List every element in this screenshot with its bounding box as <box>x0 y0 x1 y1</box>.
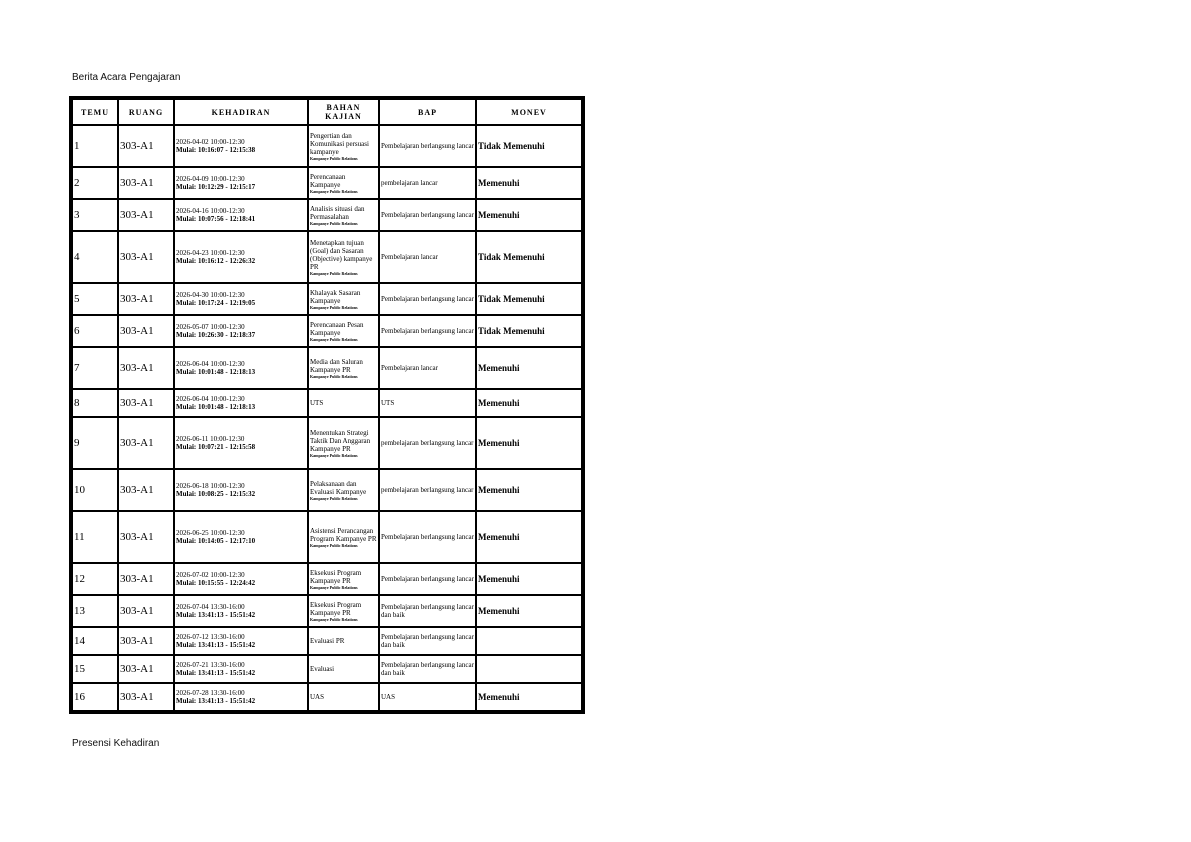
bahan-kajian-text: Eksekusi Program Kampanye PR <box>310 568 362 585</box>
mulai-text: Mulai: 10:08:25 - 12:15:32 <box>176 490 256 498</box>
ruang-cell: 303-A1 <box>119 418 173 468</box>
mata-kuliah-text: Kampanye Public Relations <box>310 304 358 310</box>
mata-kuliah-text: Kampanye Public Relations <box>310 270 358 276</box>
mulai-text: Mulai: 13:41:13 - 15:51:42 <box>176 611 256 619</box>
bahan-kajian-text: Menentukan Strategi Taktik Dan Anggaran Kampanye PR <box>310 428 371 453</box>
mata-kuliah-text: Kampanye Public Relations <box>310 584 358 590</box>
bahan-kajian-cell <box>309 284 378 314</box>
bahan-kajian-text: Evaluasi PR <box>310 637 345 645</box>
bahan-kajian-text: Menetapkan tujuan (Goal) dan Sasaran (Objective) kampanye PR <box>310 238 373 271</box>
bap-cell: Pembelajaran berlangsung lancar <box>380 126 475 166</box>
ruang-cell: 303-A1 <box>119 684 173 710</box>
temu-cell: 12 <box>73 564 117 594</box>
monev-cell <box>477 656 581 682</box>
bap-cell: UTS <box>380 390 475 416</box>
table-row <box>73 418 581 468</box>
header-temu: TEMU <box>73 100 117 124</box>
table-row <box>73 348 581 388</box>
bahan-kajian-text: Perencanaan Kampanye <box>310 172 346 189</box>
bahan-kajian-text: Pelaksanaan dan Evaluasi Kampanye <box>310 479 367 496</box>
kehadiran-cell <box>175 284 307 314</box>
bahan-kajian-text: Media dan Saluran Kampanye PR <box>310 357 363 374</box>
jadwal-text: 2026-07-02 10:00-12:30 <box>176 571 245 579</box>
ruang-cell: 303-A1 <box>119 200 173 230</box>
jadwal-text: 2026-05-07 10:00-12:30 <box>176 323 245 331</box>
mulai-text: Mulai: 10:16:12 - 12:26:32 <box>176 257 256 265</box>
jadwal-text: 2026-07-04 13:30-16:00 <box>176 603 245 611</box>
monev-cell: Memenuhi <box>477 168 581 198</box>
bahan-kajian-cell <box>309 564 378 594</box>
ruang-cell: 303-A1 <box>119 126 173 166</box>
bahan-kajian-cell <box>309 470 378 510</box>
kehadiran-cell <box>175 168 307 198</box>
bahan-kajian-text: Evaluasi <box>310 665 335 673</box>
kehadiran-cell <box>175 470 307 510</box>
monev-cell: Memenuhi <box>477 512 581 562</box>
temu-cell: 10 <box>73 470 117 510</box>
mata-kuliah-text: Kampanye Public Relations <box>310 373 358 379</box>
bap-cell: Pembelajaran berlangsung lancar <box>380 200 475 230</box>
mulai-text: Mulai: 10:14:05 - 12:17:10 <box>176 537 256 545</box>
monev-cell: Tidak Memenuhi <box>477 316 581 346</box>
jadwal-text: 2026-04-16 10:00-12:30 <box>176 207 245 215</box>
kehadiran-cell <box>175 232 307 282</box>
header-kehadiran: KEHADIRAN <box>175 100 307 124</box>
temu-cell: 11 <box>73 512 117 562</box>
table-row <box>73 656 581 682</box>
monev-cell: Tidak Memenuhi <box>477 232 581 282</box>
monev-cell: Memenuhi <box>477 470 581 510</box>
bap-cell: Pembelajaran lancar <box>380 232 475 282</box>
mulai-text: Mulai: 10:07:21 - 12:15:58 <box>176 443 256 451</box>
jadwal-text: 2026-06-25 10:00-12:30 <box>176 529 245 537</box>
kehadiran-cell <box>175 348 307 388</box>
table-row <box>73 316 581 346</box>
monev-cell: Memenuhi <box>477 200 581 230</box>
table-row <box>73 470 581 510</box>
jadwal-text: 2026-04-09 10:00-12:30 <box>176 175 245 183</box>
temu-cell: 2 <box>73 168 117 198</box>
monev-cell: Memenuhi <box>477 684 581 710</box>
temu-cell: 4 <box>73 232 117 282</box>
ruang-cell: 303-A1 <box>119 512 173 562</box>
bahan-kajian-text: Eksekusi Program Kampanye PR <box>310 600 362 617</box>
header-monev: MONEV <box>477 100 581 124</box>
mata-kuliah-text: Kampanye Public Relations <box>310 155 358 161</box>
bap-cell: pembelajaran berlangsung lancar <box>380 470 475 510</box>
header-bahan-kajian: BAHAN KAJIAN <box>309 100 378 124</box>
bap-cell: Pembelajaran berlangsung lancar <box>380 316 475 346</box>
ruang-cell: 303-A1 <box>119 316 173 346</box>
mata-kuliah-text: Kampanye Public Relations <box>310 542 358 548</box>
mata-kuliah-text: Kampanye Public Relations <box>310 336 358 342</box>
mulai-text: Mulai: 10:26:30 - 12:18:37 <box>176 331 256 339</box>
ruang-cell: 303-A1 <box>119 628 173 654</box>
table-row <box>73 628 581 654</box>
mulai-text: Mulai: 13:41:13 - 15:51:42 <box>176 669 256 677</box>
mata-kuliah-text: Kampanye Public Relations <box>310 616 358 622</box>
monev-cell: Memenuhi <box>477 418 581 468</box>
bahan-kajian-cell <box>309 418 378 468</box>
table-row <box>73 200 581 230</box>
ruang-cell: 303-A1 <box>119 390 173 416</box>
ruang-cell: 303-A1 <box>119 168 173 198</box>
ruang-cell: 303-A1 <box>119 348 173 388</box>
ruang-cell: 303-A1 <box>119 232 173 282</box>
bahan-kajian-cell <box>309 628 378 654</box>
temu-cell: 13 <box>73 596 117 626</box>
table-row <box>73 512 581 562</box>
temu-cell: 16 <box>73 684 117 710</box>
bap-cell: Pembelajaran berlangsung lancar <box>380 284 475 314</box>
monev-cell: Memenuhi <box>477 348 581 388</box>
mulai-text: Mulai: 10:16:07 - 12:15:38 <box>176 146 256 154</box>
temu-cell: 15 <box>73 656 117 682</box>
temu-cell: 5 <box>73 284 117 314</box>
table-row <box>73 232 581 282</box>
temu-cell: 7 <box>73 348 117 388</box>
kehadiran-cell <box>175 596 307 626</box>
bahan-kajian-text: UTS <box>310 399 324 407</box>
bap-cell: Pembelajaran berlangsung lancar dan baik <box>380 596 475 626</box>
jadwal-text: 2026-06-04 10:00-12:30 <box>176 395 245 403</box>
bap-cell: pembelajaran berlangsung lancar <box>380 418 475 468</box>
monev-cell: Tidak Memenuhi <box>477 126 581 166</box>
jadwal-text: 2026-06-04 10:00-12:30 <box>176 360 245 368</box>
bahan-kajian-cell <box>309 232 378 282</box>
header-bap: BAP <box>380 100 475 124</box>
mulai-text: Mulai: 10:01:48 - 12:18:13 <box>176 403 256 411</box>
temu-cell: 3 <box>73 200 117 230</box>
temu-cell: 9 <box>73 418 117 468</box>
ruang-cell: 303-A1 <box>119 656 173 682</box>
table-row <box>73 168 581 198</box>
temu-cell: 1 <box>73 126 117 166</box>
temu-cell: 14 <box>73 628 117 654</box>
monev-cell <box>477 628 581 654</box>
bap-cell: Pembelajaran berlangsung lancar dan baik <box>380 656 475 682</box>
mulai-text: Mulai: 10:01:48 - 12:18:13 <box>176 368 256 376</box>
kehadiran-cell <box>175 390 307 416</box>
ruang-cell: 303-A1 <box>119 596 173 626</box>
bahan-kajian-text: Khalayak Sasaran Kampanye <box>310 288 361 305</box>
mulai-text: Mulai: 13:41:13 - 15:51:42 <box>176 641 256 649</box>
bahan-kajian-cell <box>309 168 378 198</box>
kehadiran-cell <box>175 316 307 346</box>
table-row <box>73 564 581 594</box>
bahan-kajian-text: Perencanaan Pesan Kampanye <box>310 320 364 337</box>
monev-cell: Memenuhi <box>477 596 581 626</box>
bahan-kajian-cell <box>309 390 378 416</box>
jadwal-text: 2026-04-30 10:00-12:30 <box>176 291 245 299</box>
jadwal-text: 2026-07-28 13:30-16:00 <box>176 689 245 697</box>
bahan-kajian-cell <box>309 656 378 682</box>
kehadiran-cell <box>175 512 307 562</box>
bahan-kajian-cell <box>309 512 378 562</box>
jadwal-text: 2026-04-23 10:00-12:30 <box>176 249 245 257</box>
bap-cell: Pembelajaran lancar <box>380 348 475 388</box>
bahan-kajian-text: Pengertian dan Komunikasi persuasi kampanye <box>310 131 369 156</box>
mulai-text: Mulai: 13:41:13 - 15:51:42 <box>176 697 256 705</box>
mulai-text: Mulai: 10:12:29 - 12:15:17 <box>176 183 256 191</box>
table-header-row <box>73 100 581 124</box>
kehadiran-cell <box>175 564 307 594</box>
kehadiran-cell <box>175 628 307 654</box>
bap-cell: Pembelajaran berlangsung lancar dan baik <box>380 628 475 654</box>
kehadiran-cell <box>175 200 307 230</box>
table-row <box>73 684 581 710</box>
monev-cell: Memenuhi <box>477 390 581 416</box>
mata-kuliah-text: Kampanye Public Relations <box>310 188 358 194</box>
bahan-kajian-text: UAS <box>310 693 325 701</box>
mata-kuliah-text: Kampanye Public Relations <box>310 495 358 501</box>
mulai-text: Mulai: 10:07:56 - 12:18:41 <box>176 215 256 223</box>
monev-cell: Tidak Memenuhi <box>477 284 581 314</box>
temu-cell: 6 <box>73 316 117 346</box>
jadwal-text: 2026-06-18 10:00-12:30 <box>176 482 245 490</box>
mata-kuliah-text: Kampanye Public Relations <box>310 220 358 226</box>
bahan-kajian-text: Asistensi Perancangan Program Kampanye PR <box>310 526 377 543</box>
jadwal-text: 2026-07-12 13:30-16:00 <box>176 633 245 641</box>
bap-cell: Pembelajaran berlangsung lancar <box>380 564 475 594</box>
page-heading: Berita Acara Pengajaran <box>72 72 181 83</box>
bahan-kajian-cell <box>309 126 378 166</box>
bahan-kajian-cell <box>309 348 378 388</box>
header-ruang: RUANG <box>119 100 173 124</box>
bahan-kajian-cell <box>309 316 378 346</box>
ruang-cell: 303-A1 <box>119 284 173 314</box>
kehadiran-cell <box>175 684 307 710</box>
section-heading: Presensi Kehadiran <box>72 738 160 749</box>
mata-kuliah-text: Kampanye Public Relations <box>310 452 358 458</box>
ruang-cell: 303-A1 <box>119 470 173 510</box>
jadwal-text: 2026-07-21 13:30-16:00 <box>176 661 245 669</box>
teaching-record-table <box>69 96 585 714</box>
bap-cell: pembelajaran lancar <box>380 168 475 198</box>
mulai-text: Mulai: 10:15:55 - 12:24:42 <box>176 579 256 587</box>
temu-cell: 8 <box>73 390 117 416</box>
kehadiran-cell <box>175 126 307 166</box>
table-row <box>73 126 581 166</box>
bahan-kajian-cell <box>309 200 378 230</box>
kehadiran-cell <box>175 656 307 682</box>
bahan-kajian-cell <box>309 596 378 626</box>
jadwal-text: 2026-06-11 10:00-12:30 <box>176 435 245 443</box>
bap-cell: Pembelajaran berlangsung lancar <box>380 512 475 562</box>
bahan-kajian-cell <box>309 684 378 710</box>
monev-cell: Memenuhi <box>477 564 581 594</box>
table-row <box>73 284 581 314</box>
jadwal-text: 2026-04-02 10:00-12:30 <box>176 138 245 146</box>
table-row <box>73 390 581 416</box>
kehadiran-cell <box>175 418 307 468</box>
bahan-kajian-text: Analisis situasi dan Permasalahan <box>310 204 365 221</box>
mulai-text: Mulai: 10:17:24 - 12:19:05 <box>176 299 256 307</box>
bap-cell: UAS <box>380 684 475 710</box>
table-row <box>73 596 581 626</box>
ruang-cell: 303-A1 <box>119 564 173 594</box>
